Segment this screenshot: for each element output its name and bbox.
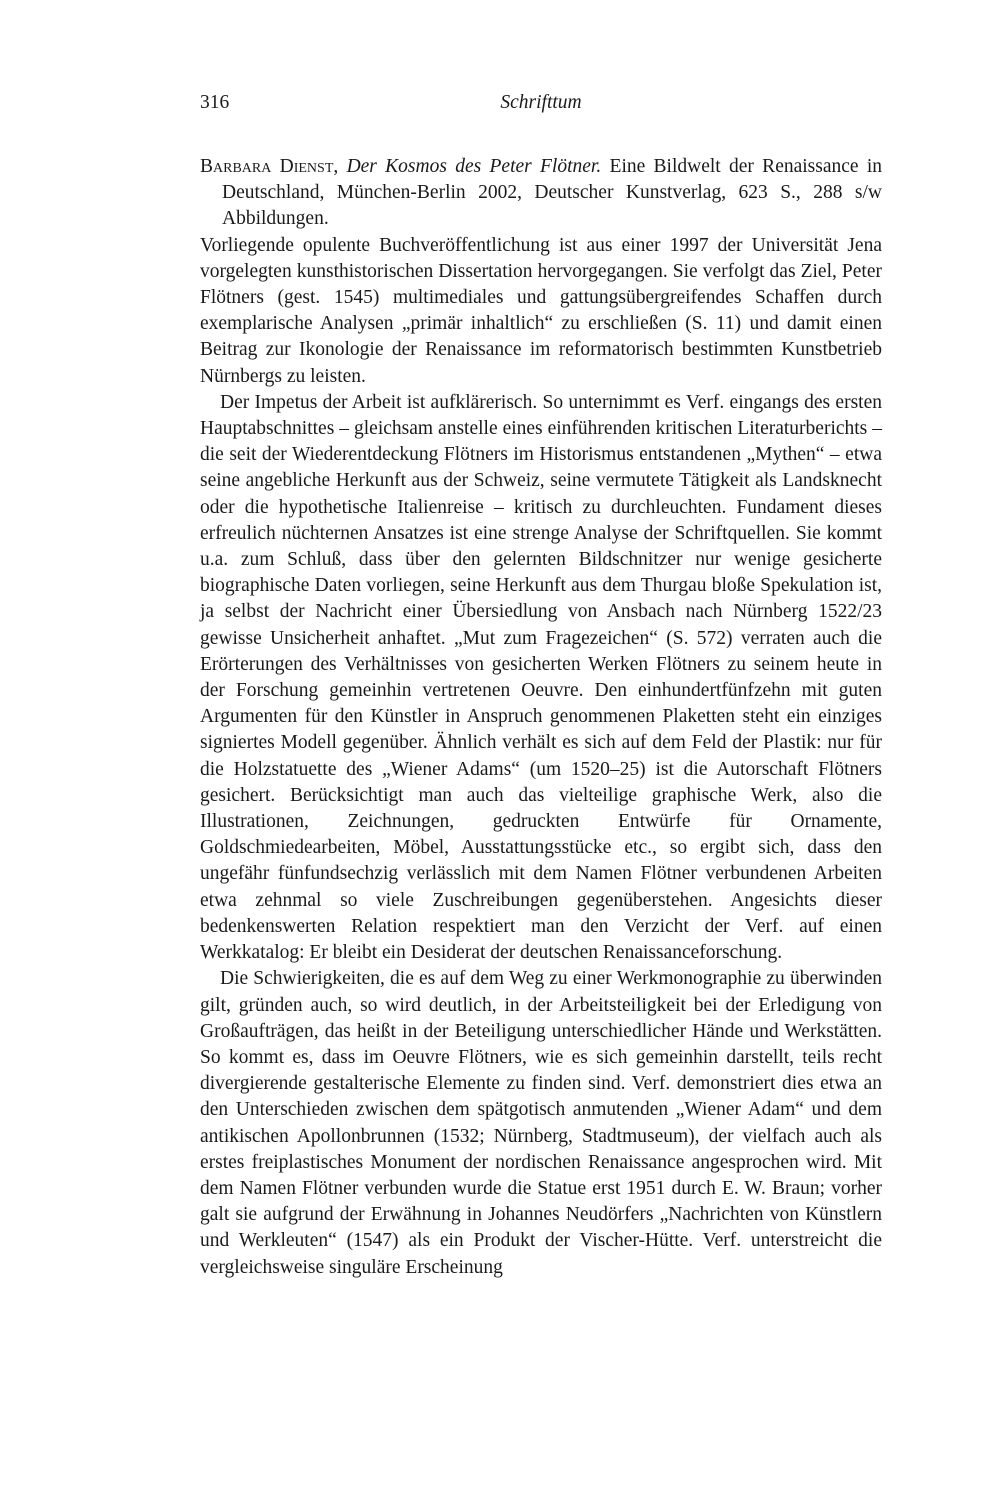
citation-title: Der Kosmos des Peter Flötner.	[346, 156, 602, 177]
running-head	[200, 92, 882, 132]
paragraph-1: Vorliegende opulente Buchveröffentlichung ist aus einer 1997 der Universität Jena vorgelegten kunsthistorischen Dissertation hervorgegangen. Sie verfolgt das Ziel, Peter Flötners (gest. 1545) multimediales und gattungsübergreifendes Schaffen durch exemplarische Analysen „primär inhaltlich“ zu erschließen (S. 11) und damit einen Beitrag zur Ikonologie der Renaissance im reformatorisch bestimmten Kunstbetrieb Nürnbergs zu leisten.	[200, 234, 882, 387]
paragraph-3: Die Schwierigkeiten, die es auf dem Weg zu einer Werkmonographie zu überwinden gilt, gründen auch, so wird deutlich, in der Arbeitsteiligkeit bei der Erledigung von Großaufträgen, das heißt in der Beteiligung unterschiedlicher Hände und Werkstätten. So kommt es, dass im Oeuvre Flötners, wie es sich gemeinhin darstellt, teils recht divergierende gestalterische Elemente zu finden sind. Verf. demonstriert dies etwa an den Unterschieden zwischen dem spätgotisch anmutenden „Wiener Adam“ und dem antikischen Apollonbrunnen (1532; Nürnberg, Stadtmuseum), der vielfach auch als erstes freiplastisches Monument der nordischen Renaissance angesprochen wird. Mit dem Namen Flötner verbunden wurde die Statue erst 1951 durch E. W. Braun; vorher galt sie aufgrund der Erwähnung in Johannes Neudörfers „Nachrichten von Künstlern und Werkleuten“ (1547) als ein Produkt der Vischer-Hütte. Verf. unterstreicht die vergleichsweise singuläre Erscheinung	[200, 968, 882, 1278]
page-number: 316	[200, 92, 230, 113]
paragraph-2: Der Impetus der Arbeit ist aufklärerisch. So unternimmt es Verf. eingangs des ersten Hauptabschnittes – gleichsam anstelle eines einführenden kritischen Literaturberichts – die seit der Wiederentdeckung Flötners im Historismus entstandenen „Mythen“ – etwa seine angebliche Herkunft aus der Schweiz, seine vermutete Tätigkeit als Landsknecht oder die hypothetische Italienreise – kritisch zu durchleuchten. Fundament dieses erfreulich nüchternen Ansatzes ist eine strenge Analyse der Schriftquellen. Sie kommt u.a. zum Schluß, dass über den gelernten Bildschnitzer nur wenige gesicherte biographische Daten vorliegen, seine Herkunft aus dem Thurgau bloße Spekulation ist, ja selbst der Nachricht einer Übersiedlung von Ansbach nach Nürnberg 1522/23 gewisse Unsicherheit anhaftet. „Mut zum Fragezeichen“ (S. 572) verraten auch die Erörterungen des Verhältnisses von gesicherten Werken Flötners zu seinem heute in der Forschung gemeinhin vertretenen Oeuvre. Den einhundertfünfzehn mit guten Argumenten für den Künstler in Anspruch genommenen Plaketten steht ein einziges signiertes Modell gegenüber. Ähnlich verhält es sich auf dem Feld der Plastik: nur für die Holzstatuette des „Wiener Adams“ (um 1520–25) ist die Autorschaft Flötners gesichert. Berücksichtigt man auch das vielteilige graphische Werk, also die Illustrationen, Zeichnungen, gedruckten Entwürfe für Ornamente, Goldschmiedearbeiten, Möbel, Ausstattungsstücke etc., so ergibt sich, dass den ungefähr fünfundsechzig verlässlich mit dem Namen Flötner verbundenen Arbeiten etwa zehnmal so viele Zuschreibungen gegenüberstehen. Angesichts dieser bedenkenswerten Relation respektiert man den Verzicht der Verf. auf einen Werkkatalog: Er bleibt ein Desiderat der deutschen Renaissanceforschung.	[200, 391, 882, 964]
review-body	[200, 233, 882, 1281]
running-title: Schrifttum	[500, 92, 582, 113]
book-citation	[200, 154, 882, 233]
citation-details: Eine Bildwelt der Renaissance in Deutschland, München-Berlin 2002, Deutscher Kunstverlag, 623 S., 288 s/w Abbildungen.	[222, 156, 883, 230]
document-page	[200, 92, 882, 1281]
citation-author: Barbara Dienst,	[200, 156, 339, 177]
